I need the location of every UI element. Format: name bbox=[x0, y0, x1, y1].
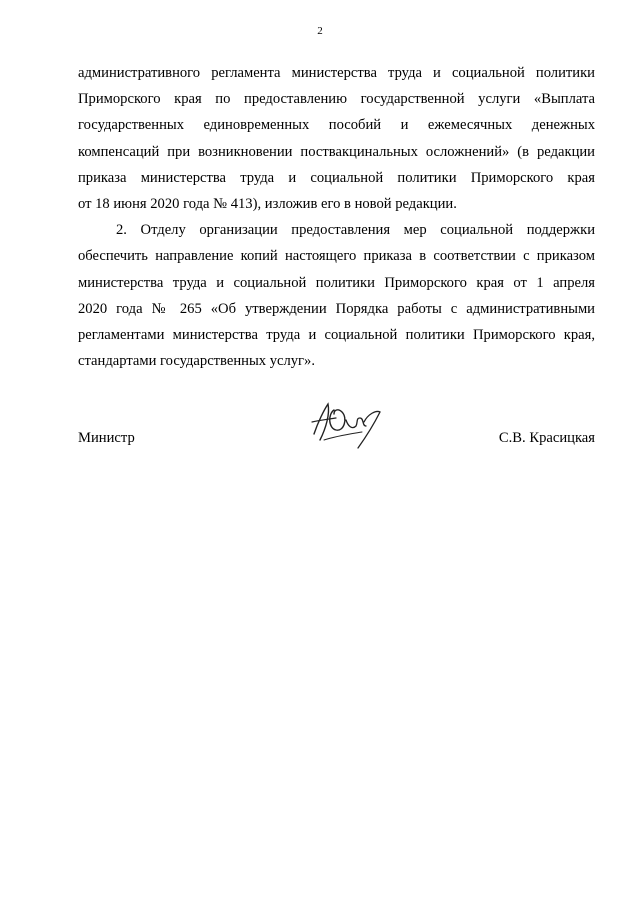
paragraph-line: 2. Отделу организации предоставления мер социальной поддержки bbox=[116, 222, 595, 239]
signature-block bbox=[78, 400, 595, 460]
paragraph-line: регламентами министерства труда и социальной политики Приморского края, bbox=[78, 326, 595, 343]
paragraph-line: обеспечить направление копий настоящего приказа в соответствии с приказом bbox=[78, 248, 595, 265]
paragraph-line: административного регламента министерства труда и социальной политики bbox=[78, 65, 595, 81]
paragraph-line: 2020 года № 265 «Об утверждении Порядка работы с административными bbox=[78, 300, 595, 317]
paragraph-line: от 18 июня 2020 года № 413), изложив его в новой редакции. bbox=[78, 195, 457, 212]
body-text bbox=[78, 60, 595, 374]
signatory-title: Министр bbox=[78, 430, 135, 446]
paragraph-2 bbox=[78, 217, 595, 374]
page-number: 2 bbox=[317, 25, 323, 37]
paragraph-line: министерства труда и социальной политики Приморского края от 1 апреля bbox=[78, 274, 595, 291]
paragraph-line: стандартами государственных услуг». bbox=[78, 353, 315, 370]
paragraph-line: Приморского края по предоставлению государственной услуги «Выплата bbox=[78, 91, 595, 108]
signatory-name: С.В. Красицкая bbox=[498, 430, 595, 446]
paragraph-line: приказа министерства труда и социальной политики Приморского края bbox=[78, 169, 595, 186]
handwritten-signature bbox=[306, 400, 386, 452]
paragraph-1 bbox=[78, 60, 595, 217]
paragraph-line: компенсаций при возникновении поствакцинальных осложнений» (в редакции bbox=[78, 143, 595, 160]
paragraph-line: государственных единовременных пособий и ежемесячных денежных bbox=[78, 117, 595, 134]
